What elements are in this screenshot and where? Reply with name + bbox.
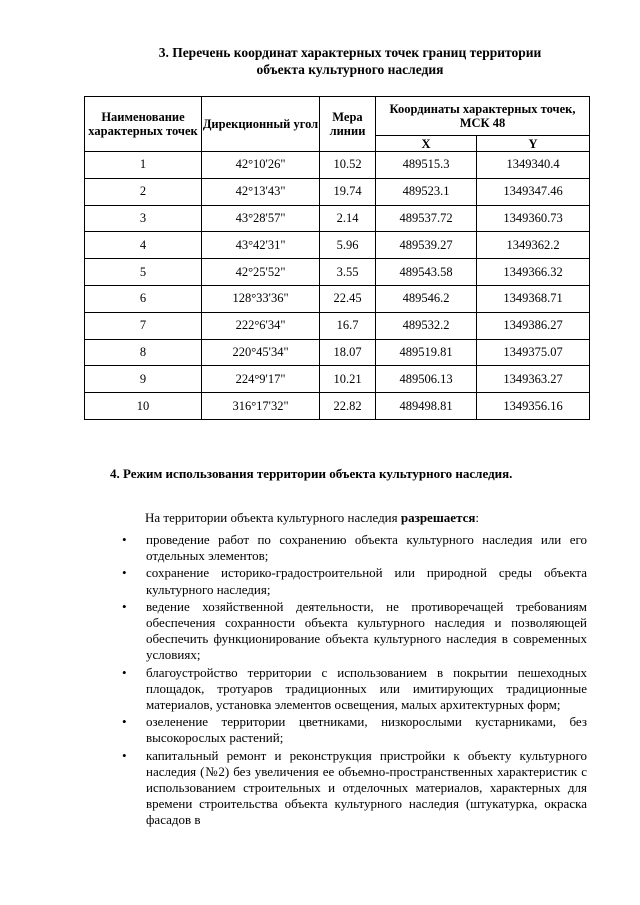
- table-row: [85, 152, 590, 179]
- list-item: [122, 665, 587, 714]
- cell-x: 489506.13: [376, 366, 477, 393]
- table-row: [85, 366, 590, 393]
- list-item-text: сохранение историко-градостроительной или природной среды объекта культурного наследия;: [146, 565, 587, 597]
- table-row: [85, 178, 590, 205]
- intro-paragraph: [145, 510, 479, 526]
- cell-point: 2: [85, 178, 202, 205]
- cell-x: 489498.81: [376, 393, 477, 420]
- table-row: [85, 205, 590, 232]
- header-line-measure: Мера линии: [320, 97, 376, 152]
- cell-measure: 3.55: [320, 259, 376, 286]
- cell-angle: 42°13'43": [202, 178, 320, 205]
- cell-x: 489537.72: [376, 205, 477, 232]
- list-item-text: ведение хозяйственной деятельности, не противоречащей требованиям обеспечения сохранности объекта культурного наследия и позволяющей обеспечить функционирование объекта культурного наследия в современных условиях;: [146, 598, 587, 663]
- cell-measure: 22.45: [320, 285, 376, 312]
- cell-point: 7: [85, 312, 202, 339]
- cell-y: 1349362.2: [477, 232, 590, 259]
- list-item-text: озеленение территории цветниками, низкорослыми кустарниками, без высокорослых растений;: [146, 714, 587, 746]
- cell-measure: 22.82: [320, 393, 376, 420]
- cell-x: 489543.58: [376, 259, 477, 286]
- cell-measure: 18.07: [320, 339, 376, 366]
- section-3-title: [110, 44, 590, 78]
- cell-point: 1: [85, 152, 202, 179]
- bullet-icon: •: [122, 598, 127, 614]
- table-row: [85, 285, 590, 312]
- cell-x: 489539.27: [376, 232, 477, 259]
- intro-colon: :: [475, 510, 480, 525]
- cell-angle: 42°25'52": [202, 259, 320, 286]
- cell-point: 4: [85, 232, 202, 259]
- bullet-icon: •: [122, 664, 127, 680]
- cell-y: 1349363.27: [477, 366, 590, 393]
- cell-angle: 222°6'34": [202, 312, 320, 339]
- cell-y: 1349347.46: [477, 178, 590, 205]
- list-item-text: благоустройство территории с использованием в покрытии пешеходных площадок, тротуаров традиционных или имитирующих традиционные материалов, установка элементов освещения, малых архитектурных форм;: [146, 664, 587, 713]
- list-item-text: капитальный ремонт и реконструкция пристройки к объекту культурного наследия (№2) без увеличения ее объемно-пространственных характеристик с использованием строительных и отделочных материалов, характерных для времени строительства объекта культурного наследия (штукатурка, окраска фасадов в: [146, 747, 587, 828]
- allowed-activities-list: [122, 532, 587, 830]
- intro-bold: разрешается: [400, 510, 476, 525]
- cell-point: 10: [85, 393, 202, 420]
- cell-point: 9: [85, 366, 202, 393]
- list-item: [122, 748, 587, 829]
- cell-measure: 19.74: [320, 178, 376, 205]
- bullet-icon: •: [122, 532, 127, 547]
- section-3-title-line2: объекта культурного наследия: [256, 62, 444, 77]
- cell-y: 1349386.27: [477, 312, 590, 339]
- list-item: [122, 565, 587, 597]
- cell-angle: 316°17'32": [202, 393, 320, 420]
- bullet-icon: •: [122, 747, 127, 763]
- list-item: [122, 599, 587, 664]
- cell-point: 8: [85, 339, 202, 366]
- header-coordinates: Координаты характерных точек, МСК 48: [376, 97, 590, 136]
- header-y: Y: [477, 136, 590, 152]
- cell-measure: 16.7: [320, 312, 376, 339]
- cell-point: 3: [85, 205, 202, 232]
- bullet-icon: •: [122, 714, 127, 730]
- cell-x: 489532.2: [376, 312, 477, 339]
- cell-angle: 43°42'31": [202, 232, 320, 259]
- cell-point: 6: [85, 285, 202, 312]
- bullet-icon: •: [122, 565, 127, 581]
- cell-angle: 128°33'36": [202, 285, 320, 312]
- header-point-name: Наименование характерных точек: [85, 97, 202, 152]
- cell-measure: 10.21: [320, 366, 376, 393]
- cell-x: 489515.3: [376, 152, 477, 179]
- list-item: [122, 532, 587, 564]
- cell-angle: 224°9'17": [202, 366, 320, 393]
- cell-x: 489519.81: [376, 339, 477, 366]
- section-4-title: 4. Режим использования территории объекта культурного наследия.: [110, 466, 513, 481]
- section-3-title-line1: 3. Перечень координат характерных точек границ территории: [158, 45, 542, 60]
- header-x: X: [376, 136, 477, 152]
- cell-measure: 5.96: [320, 232, 376, 259]
- cell-angle: 43°28'57": [202, 205, 320, 232]
- header-direction-angle: Дирекционный угол: [202, 97, 320, 152]
- list-item-text: проведение работ по сохранению объекта культурного наследия или его отдельных элементов;: [146, 532, 587, 564]
- coordinates-table: [84, 96, 590, 420]
- cell-y: 1349375.07: [477, 339, 590, 366]
- cell-x: 489546.2: [376, 285, 477, 312]
- cell-measure: 2.14: [320, 205, 376, 232]
- cell-x: 489523.1: [376, 178, 477, 205]
- cell-angle: 220°45'34": [202, 339, 320, 366]
- cell-y: 1349340.4: [477, 152, 590, 179]
- cell-y: 1349360.73: [477, 205, 590, 232]
- cell-angle: 42°10'26": [202, 152, 320, 179]
- table-row: [85, 339, 590, 366]
- table-row: [85, 259, 590, 286]
- cell-y: 1349356.16: [477, 393, 590, 420]
- cell-measure: 10.52: [320, 152, 376, 179]
- cell-y: 1349366.32: [477, 259, 590, 286]
- table-row: [85, 232, 590, 259]
- table-row: [85, 393, 590, 420]
- cell-y: 1349368.71: [477, 285, 590, 312]
- cell-point: 5: [85, 259, 202, 286]
- list-item: [122, 714, 587, 746]
- intro-text: На территории объекта культурного наследия: [145, 510, 401, 525]
- table-row: [85, 312, 590, 339]
